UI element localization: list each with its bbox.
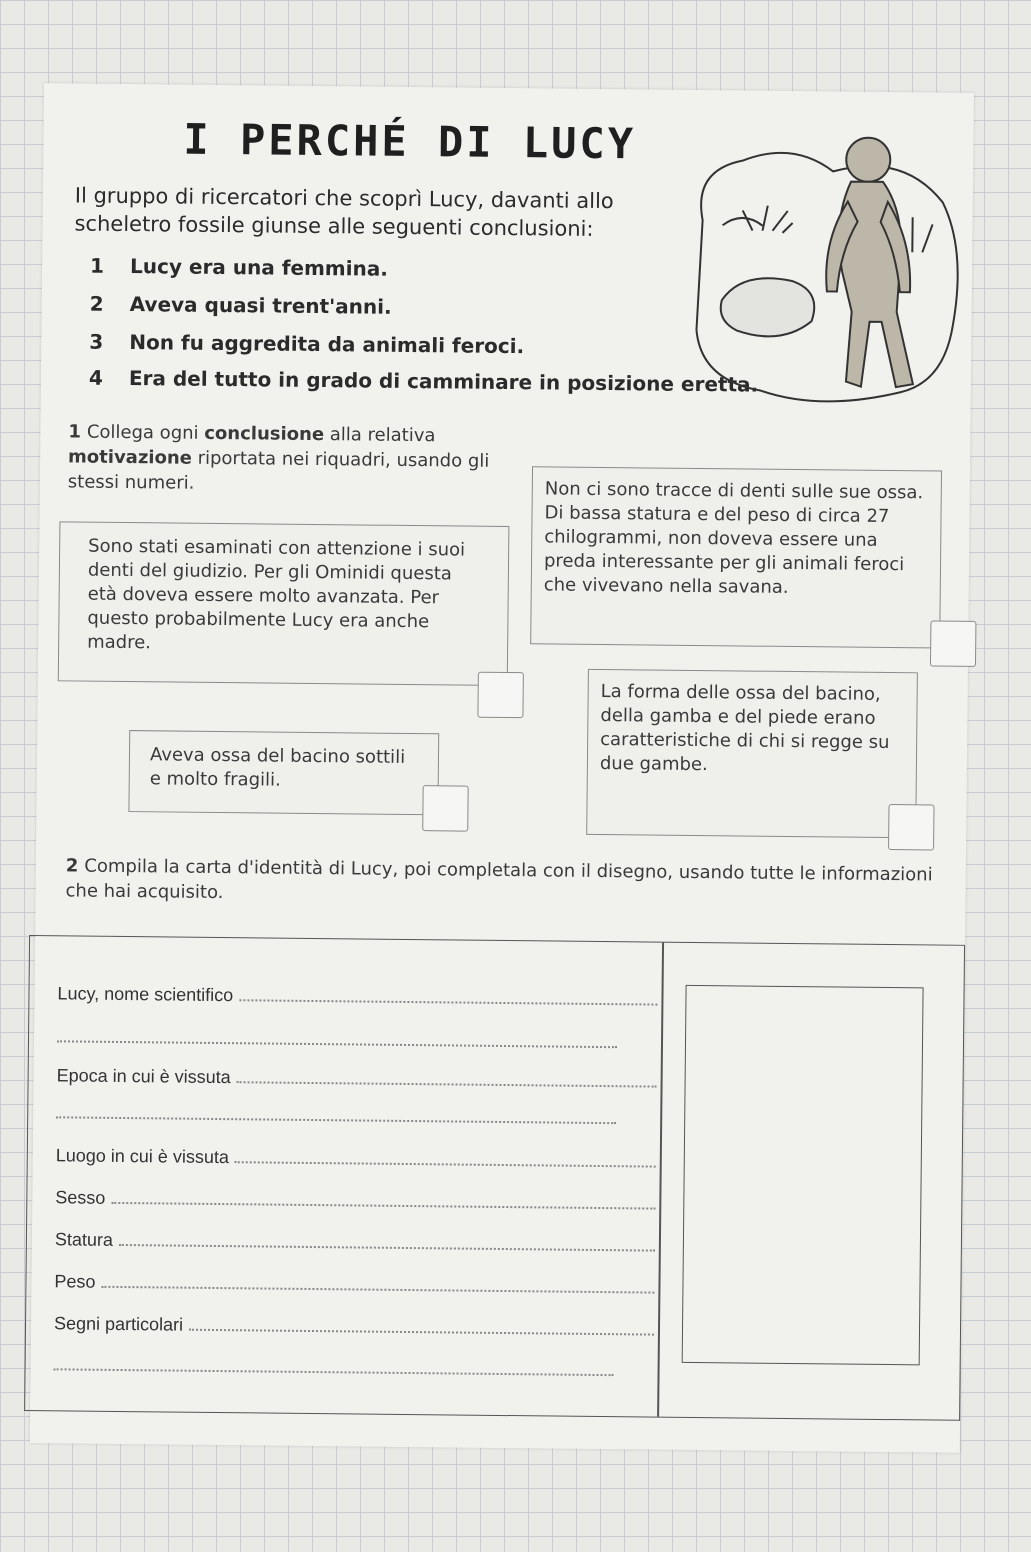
field-label: Peso xyxy=(54,1271,96,1292)
exercise-text-part: riportata nei riquadri, usando gli stessi numeri. xyxy=(67,447,490,494)
field-weight[interactable] xyxy=(54,1262,654,1298)
conclusion-number: 3 xyxy=(89,329,104,354)
conclusion-text: Aveva quasi trent'anni. xyxy=(129,292,392,319)
answer-box-pelvis[interactable] xyxy=(422,785,468,831)
conclusion-number: 2 xyxy=(89,291,104,316)
exercise-1-instructions xyxy=(68,419,509,499)
fill-line[interactable] xyxy=(54,1368,614,1376)
exercise-keyword: conclusione xyxy=(204,422,325,446)
field-sex[interactable] xyxy=(55,1178,655,1214)
exercise-2-instructions xyxy=(65,853,945,912)
motivation-box-bipedal: La forma delle ossa del bacino, della gamba e del piede erano caratteristiche di chi si regge su due gambe. xyxy=(586,669,918,838)
exercise-text-part: alla relativa xyxy=(329,424,436,447)
exercise-keyword: motivazione xyxy=(68,446,193,469)
field-label: Statura xyxy=(54,1229,114,1250)
fill-line[interactable] xyxy=(119,1244,655,1252)
page-title: I PERCHÉ DI LUCY xyxy=(183,114,637,169)
intro-text: Il gruppo di ricercatori che scoprì Lucy, davanti allo scheletro fossile giunse alle seguenti conclusioni: xyxy=(74,183,614,241)
motivation-box-teeth: Sono stati esaminati con attenzione i suoi denti del giudizio. Per gli Ominidi questa età doveva essere molto avanzata. Per questo probabilmente Lucy era anche madre. xyxy=(58,521,510,686)
identity-fields xyxy=(53,936,658,1335)
identity-card xyxy=(24,935,965,1421)
field-height[interactable] xyxy=(55,1220,655,1256)
field-label: Lucy, nome scientifico xyxy=(57,983,234,1006)
conclusion-text: Non fu aggredita da animali feroci. xyxy=(129,330,525,359)
exercise-text-part: Collega ogni xyxy=(86,421,199,444)
fill-line[interactable] xyxy=(101,1286,654,1294)
conclusion-number: 1 xyxy=(89,253,105,278)
field-label: Segni particolari xyxy=(53,1313,184,1335)
worksheet-page xyxy=(30,83,974,1453)
conclusion-text: Lucy era una femmina. xyxy=(129,254,389,281)
card-divider xyxy=(657,943,663,1417)
exercise-number: 1 xyxy=(68,421,82,443)
fill-line[interactable] xyxy=(56,1116,616,1124)
fill-line[interactable] xyxy=(237,1081,657,1087)
fill-line[interactable] xyxy=(239,999,657,1005)
lucy-illustration xyxy=(681,130,964,418)
answer-box-bipedal[interactable] xyxy=(888,804,934,850)
field-label: Luogo in cui è vissuta xyxy=(55,1145,230,1168)
conclusion-number: 4 xyxy=(88,365,103,390)
drawing-area[interactable] xyxy=(682,985,924,1365)
exercise-number: 2 xyxy=(65,855,79,877)
field-marks[interactable] xyxy=(54,1304,654,1340)
field-epoch[interactable] xyxy=(57,1056,657,1092)
field-label: Sesso xyxy=(55,1187,106,1208)
answer-box-predators[interactable] xyxy=(930,620,976,666)
exercise-text: Compila la carta d'identità di Lucy, poi completala con il disegno, usando tutte le informazioni che hai acquisito. xyxy=(65,855,933,904)
fill-line[interactable] xyxy=(189,1329,654,1336)
conclusion-text: Era del tutto in grado di camminare in posizione eretta. xyxy=(128,366,759,397)
fill-line[interactable] xyxy=(235,1161,656,1167)
fill-line[interactable] xyxy=(57,1040,617,1048)
field-place[interactable] xyxy=(56,1136,656,1172)
field-label: Epoca in cui è vissuta xyxy=(56,1065,231,1088)
fill-line[interactable] xyxy=(111,1202,655,1210)
field-scientific-name[interactable] xyxy=(57,974,657,1010)
motivation-box-pelvis: Aveva ossa del bacino sottili e molto fragili. xyxy=(128,730,439,815)
answer-box-teeth[interactable] xyxy=(477,672,523,718)
motivation-box-predators: Non ci sono tracce di denti sulle sue ossa. Di bassa statura e del peso di circa 27 chilogrammi, non doveva essere una preda interessante per gli animali feroci che vivevano nella savana. xyxy=(530,466,942,648)
